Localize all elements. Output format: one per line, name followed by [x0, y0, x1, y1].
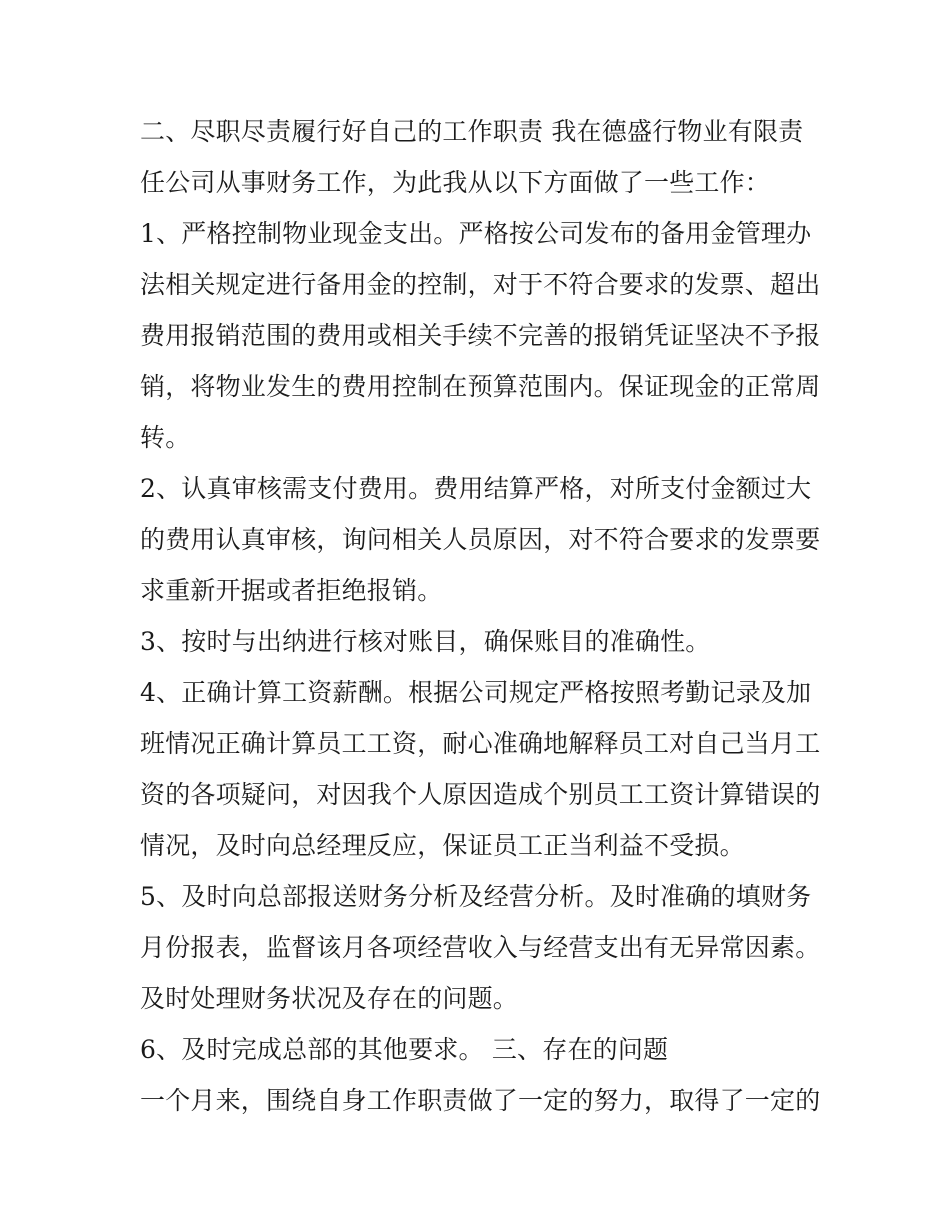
text-line: 4、正确计算工资薪酬。根据公司规定严格按照考勤记录及加	[140, 678, 812, 707]
text-line: 3、按时与出纳进行核对账目，确保账目的准确性。	[140, 627, 711, 656]
text-line: 销，将物业发生的费用控制在预算范围内。保证现金的正常周	[140, 372, 821, 401]
text-line: 情况，及时向总经理反应，保证员工正当利益不受损。	[140, 831, 745, 860]
text-line: 资的各项疑问，对因我个人原因造成个别员工工资计算错误的	[140, 780, 821, 809]
text-line: 5、及时向总部报送财务分析及经营分析。及时准确的填财务	[140, 882, 812, 911]
text-line: 法相关规定进行备用金的控制，对于不符合要求的发票、超出	[140, 270, 821, 299]
text-line: 2、认真审核需支付费用。费用结算严格，对所支付金额过大	[140, 474, 812, 503]
text-line: 6、及时完成总部的其他要求。 三、存在的问题	[140, 1035, 669, 1064]
text-line: 二、尽职尽责履行好自己的工作职责 我在德盛行物业有限责	[140, 117, 804, 146]
text-line: 月份报表，监督该月各项经营收入与经营支出有无异常因素。	[140, 933, 821, 962]
text-line: 求重新开据或者拒绝报销。	[140, 576, 443, 605]
text-line: 及时处理财务状况及存在的问题。	[140, 984, 519, 1013]
text-line: 任公司从事财务工作，为此我从以下方面做了一些工作：	[140, 168, 771, 197]
text-line: 费用报销范围的费用或相关手续不完善的报销凭证坚决不予报	[140, 321, 821, 350]
text-line: 班情况正确计算员工工资，耐心准确地解释员工对自己当月工	[140, 729, 821, 758]
text-line: 一个月来，围绕自身工作职责做了一定的努力，取得了一定的	[140, 1086, 821, 1115]
text-line: 的费用认真审核，询问相关人员原因，对不符合要求的发票要	[140, 525, 821, 554]
text-line: 转。	[140, 423, 191, 452]
text-line: 1、严格控制物业现金支出。严格按公司发布的备用金管理办	[140, 219, 812, 248]
